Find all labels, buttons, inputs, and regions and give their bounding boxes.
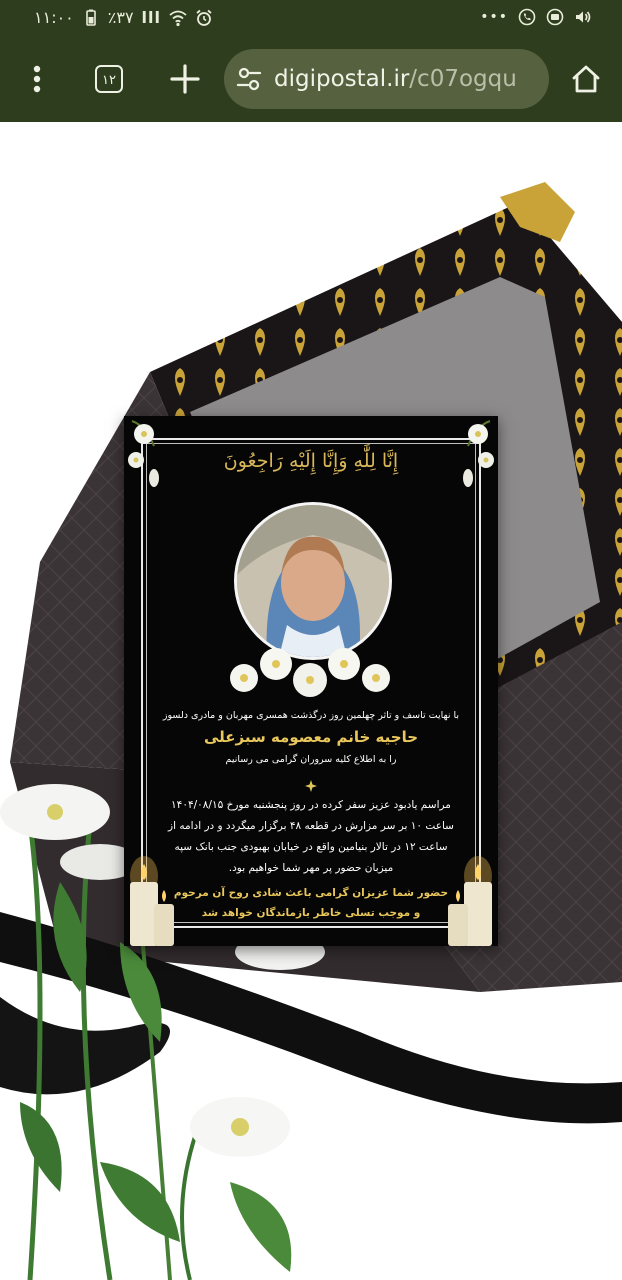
portrait-image bbox=[237, 505, 389, 657]
signal-icon: lll bbox=[141, 8, 161, 27]
volume-icon bbox=[574, 8, 592, 26]
url-path: /c07ogqu bbox=[409, 66, 517, 92]
status-time: ۱۱:۰۰ bbox=[34, 8, 74, 27]
alarm-icon bbox=[195, 9, 213, 27]
call-icon bbox=[518, 8, 536, 26]
card-notice-text: را به اطلاع کلیه سروران گرامی می رسانیم bbox=[225, 754, 397, 765]
new-tab-button[interactable] bbox=[168, 62, 202, 96]
candles-right-icon bbox=[444, 856, 498, 946]
card-intro-text: با نهایت تاسف و تاثر چهلمین روز درگذشت همسری مهربان و مادری دلسوز bbox=[162, 710, 460, 721]
lily-top-right-icon bbox=[452, 416, 498, 496]
url-text[interactable] bbox=[274, 66, 544, 92]
site-settings-icon[interactable] bbox=[234, 64, 264, 94]
ceremony-line: ساعت ۱۰ بر سر مزارش در قطعه ۴۸ برگزار میگردد و در ادامه از bbox=[168, 820, 454, 832]
ceremony-line: مراسم یادبود عزیز سفر کرده در روز پنجشنبه مورخ ۱۴۰۴/۰۸/۱۵ bbox=[171, 799, 451, 811]
memorial-card bbox=[124, 416, 498, 946]
address-bar[interactable] bbox=[224, 49, 549, 109]
page-content bbox=[0, 122, 622, 1280]
more-icon: ••• bbox=[480, 9, 508, 25]
home-button[interactable] bbox=[570, 63, 602, 95]
ceremony-line: میزبان حضور پر مهر شما خواهیم بود. bbox=[228, 862, 394, 874]
battery-percent: ٪۳۷ bbox=[107, 8, 134, 27]
lily-top-left-icon bbox=[124, 416, 170, 496]
divider-ornament-icon bbox=[305, 780, 317, 792]
browser-toolbar bbox=[0, 36, 622, 122]
lily-bouquet-icon bbox=[224, 638, 396, 706]
status-bar bbox=[0, 0, 622, 36]
quran-verse: إِنَّا لِلَّٰهِ وَإِنَّا إِلَيْهِ رَاجِعُونَ bbox=[223, 450, 399, 472]
battery-icon bbox=[82, 9, 100, 27]
messenger-icon bbox=[546, 8, 564, 26]
tab-switcher-button[interactable]: ۱۲ bbox=[95, 65, 123, 93]
url-domain: digipostal.ir bbox=[274, 66, 410, 92]
more-options-button[interactable] bbox=[22, 61, 52, 97]
closing-line: و موجب تسلی خاطر بازماندگان خواهد شد bbox=[201, 907, 421, 919]
candles-left-icon bbox=[124, 856, 178, 946]
deceased-name: حاجیه خانم معصومه سبزعلی bbox=[203, 728, 419, 746]
wifi-icon bbox=[169, 9, 187, 27]
ceremony-line: ساعت ۱۲ در تالار بنیامین واقع در خیابان بهبودی جنب بانک سپه bbox=[174, 841, 448, 853]
deceased-photo bbox=[234, 502, 392, 660]
closing-line: حضور شما عزیزان گرامی باعث شادی روح آن مرحوم bbox=[173, 887, 449, 899]
